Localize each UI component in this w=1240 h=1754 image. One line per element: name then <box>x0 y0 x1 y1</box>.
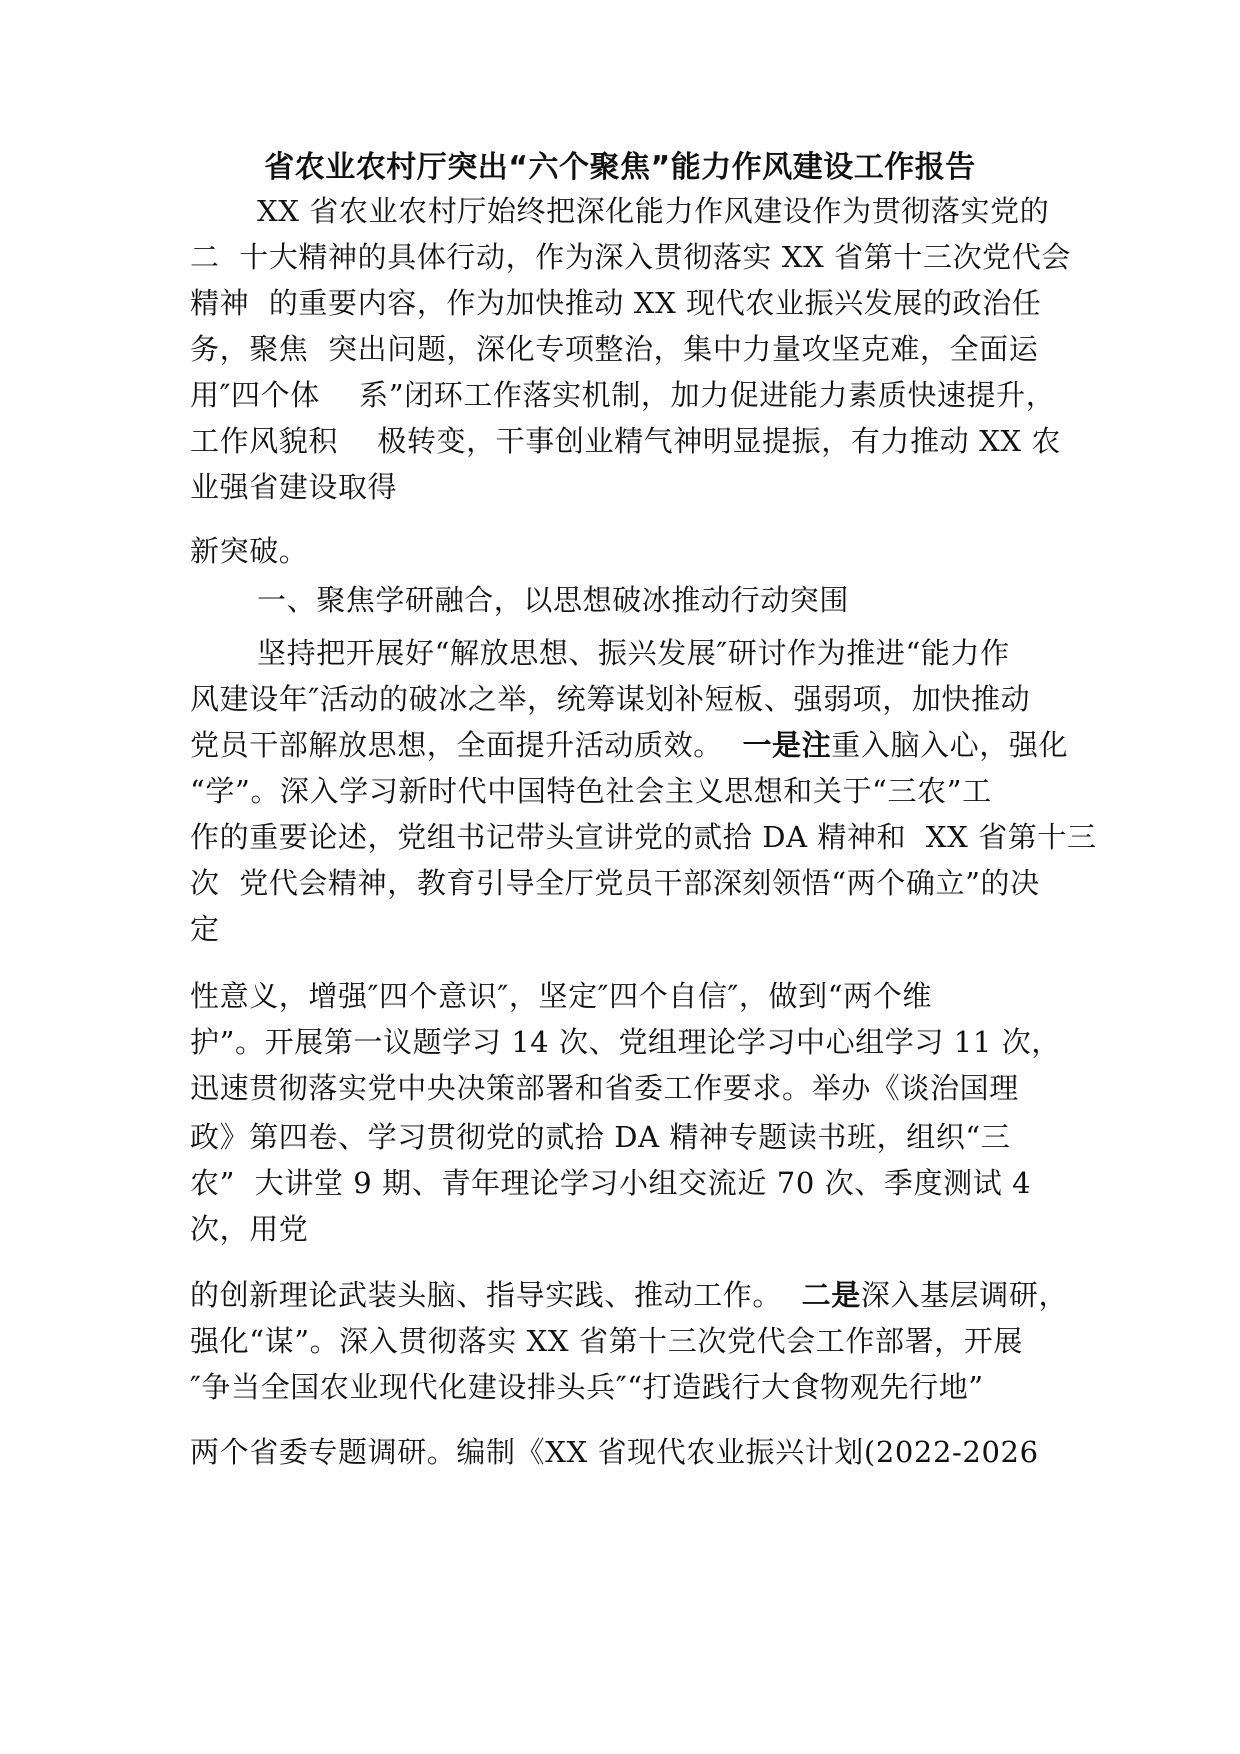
paragraph-line: 次，用党 <box>190 1212 309 1246</box>
paragraph-line: 两个省委专题调研。编制《XX 省现代农业振兴计划(2022-2026 <box>190 1435 1039 1469</box>
line-rest-text: 重入脑入心，强化 <box>831 728 1069 762</box>
bold-lead-phrase: 二是 <box>801 1278 861 1312</box>
paragraph-line: 农” 大讲堂 9 期、青年理论学习小组交流近 70 次、季度测试 4 <box>190 1166 1032 1200</box>
paragraph-line: 二 十大精神的具体行动，作为深入贯彻落实 XX 省第十三次党代会 <box>190 240 1071 274</box>
paragraph-line: 精神 的重要内容，作为加快推动 XX 现代农业振兴发展的政治任 <box>190 286 1042 320</box>
paragraph-line: 性意义，增强″四个意识″，坚定″四个自信″，做到“两个维 <box>190 979 932 1013</box>
paragraph-line: 坚持把开展好“解放思想、振兴发展″研讨作为推进“能力作 <box>257 636 1010 670</box>
paragraph-line: 政》第四卷、学习贯彻党的贰拾 DA 精神专题读书班，组织“三 <box>190 1120 1011 1154</box>
section-heading: 一、聚焦学研融合，以思想破冰推动行动突围 <box>257 583 850 617</box>
paragraph-line: 新突破。 <box>190 534 309 568</box>
paragraph-line: 工作风貌积 极转变，干事创业精气神明显提振，有力推动 XX 农 <box>190 424 1062 458</box>
document-title: 省农业农村厅突出“六个聚焦”能力作风建设工作报告 <box>264 150 976 185</box>
paragraph-line: XX 省农业农村厅始终把深化能力作风建设作为贯彻落实党的 <box>257 194 1050 228</box>
paragraph-line: “学”。深入学习新时代中国特色社会主义思想和关于“三农”工 <box>190 774 992 808</box>
paragraph-line: 定 <box>190 912 220 946</box>
line-lead-text: 党员干部解放思想，全面提升活动质效。 <box>190 728 743 762</box>
paragraph-line: ″争当全国农业现代化建设排头兵″“打造践行大食物观先行地” <box>190 1370 984 1404</box>
paragraph-line <box>190 725 1068 765</box>
paragraph-line: 风建设年″活动的破冰之举，统筹谋划补短板、强弱项，加快推动 <box>190 682 1031 716</box>
line-rest-text: 深入基层调研， <box>860 1278 1069 1312</box>
paragraph-line: 业强省建设取得 <box>190 470 398 504</box>
paragraph-line: 护”。开展第一议题学习 14 次、党组理论学习中心组学习 11 次， <box>190 1025 1061 1059</box>
line-lead-text: 的创新理论武装头脑、指导实践、推动工作。 <box>190 1278 802 1312</box>
paragraph-line: 作的重要论述，党组书记带头宣讲党的贰拾 DA 精神和 XX 省第十三 <box>190 820 1097 854</box>
paragraph-line: 用″四个体 系”闭环工作落实机制，加力促进能力素质快速提升， <box>190 378 1056 412</box>
paragraph-line <box>190 1275 1068 1315</box>
paragraph-line: 迅速贯彻落实党中央决策部署和省委工作要求。举办《谈治国理 <box>190 1071 1019 1105</box>
bold-lead-phrase: 一是注 <box>742 728 832 762</box>
paragraph-line: 务，聚焦 突出问题，深化专项整治，集中力量攻坚克难，全面运 <box>190 332 1039 366</box>
paragraph-line: 次 党代会精神，教育引导全厅党员干部深刻领悟“两个确立”的决 <box>190 866 1040 900</box>
paragraph-line: 强化“谋”。深入贯彻落实 XX 省第十三次党代会工作部署，开展 <box>190 1324 1023 1358</box>
